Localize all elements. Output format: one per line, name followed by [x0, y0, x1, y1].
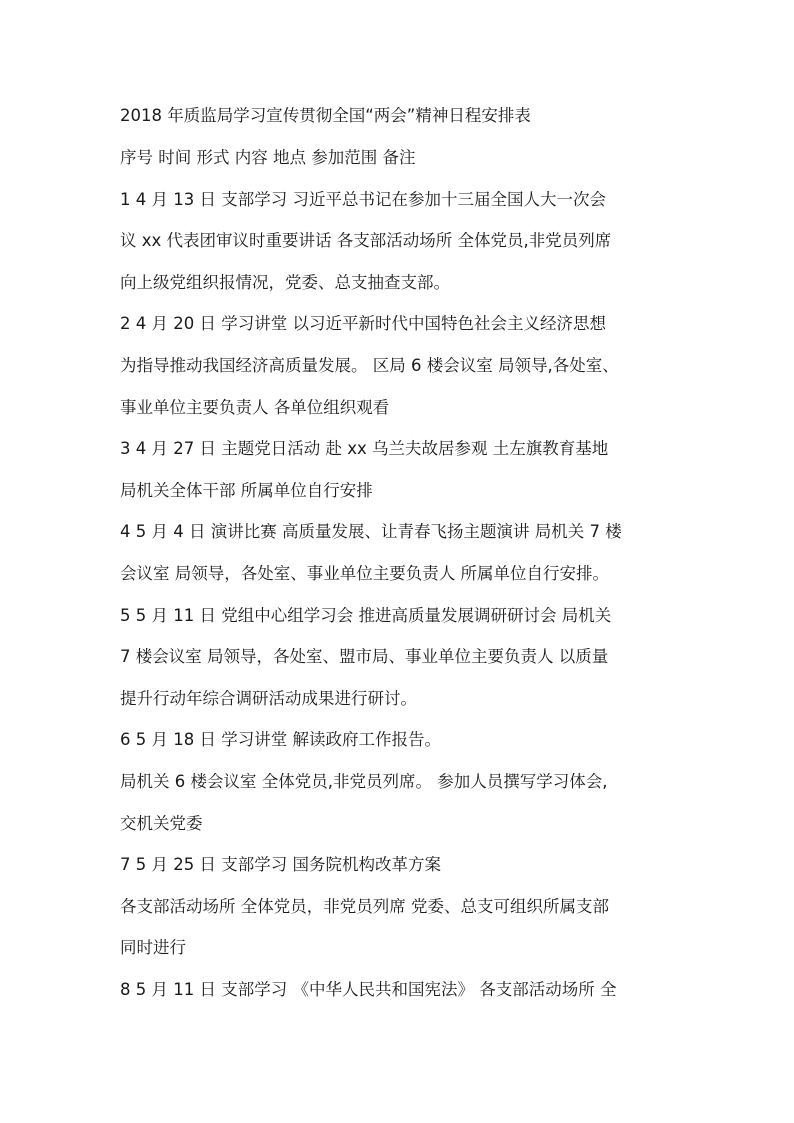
text-line: 议 xx 代表团审议时重要讲话 各支部活动场所 全体党员,非党员列席 [120, 231, 612, 250]
text-line: 7 楼会议室 局领导，各处室、盟市局、事业单位主要负责人 以质量 [120, 647, 609, 666]
text-line: 7 5 月 25 日 支部学习 国务院机构改革方案 [120, 855, 441, 874]
text-line: 会议室 局领导，各处室、事业单位主要负责人 所属单位自行安排。 [120, 564, 609, 583]
text-line: 3 4 月 27 日 主题党日活动 赴 xx 乌兰夫故居参观 土左旗教育基地 [120, 439, 609, 458]
text-line: 各支部活动场所 全体党员，非党员列席 党委、总支可组织所属支部 [120, 897, 609, 916]
text-line: 4 5 月 4 日 演讲比赛 高质量发展、让青春飞扬主题演讲 局机关 7 楼 [120, 522, 622, 541]
text-line: 提升行动年综合调研活动成果进行研讨。 [120, 689, 417, 708]
text-line: 交机关党委 [120, 814, 203, 833]
text-line: 为指导推动我国经济高质量发展。 区局 6 楼会议室 局领导,各处室、 [120, 356, 619, 375]
text-line: 同时进行 [120, 938, 186, 957]
text-line: 2 4 月 20 日 学习讲堂 以习近平新时代中国特色社会主义经济思想 [120, 314, 606, 333]
text-line: 局机关 6 楼会议室 全体党员,非党员列席。 参加人员撰写学习体会, [120, 772, 608, 791]
text-line: 8 5 月 11 日 支部学习 《中华人民共和国宪法》 各支部活动场所 全 [120, 980, 617, 999]
document-title: 2018 年质监局学习宣传贯彻全国“两会”精神日程安排表 [120, 106, 531, 125]
text-line: 向上级党组织报情况，党委、总支抽查支部。 [120, 273, 450, 292]
text-line: 事业单位主要负责人 各单位组织观看 [120, 398, 390, 417]
text-line: 局机关全体干部 所属单位自行安排 [120, 481, 373, 500]
text-line: 6 5 月 18 日 学习讲堂 解读政府工作报告。 [120, 730, 441, 749]
text-line: 1 4 月 13 日 支部学习 习近平总书记在参加十三届全国人大一次会 [120, 190, 606, 209]
table-header-line: 序号 时间 形式 内容 地点 参加范围 备注 [120, 148, 416, 167]
text-line: 5 5 月 11 日 党组中心组学习会 推进高质量发展调研研讨会 局机关 [120, 606, 612, 625]
